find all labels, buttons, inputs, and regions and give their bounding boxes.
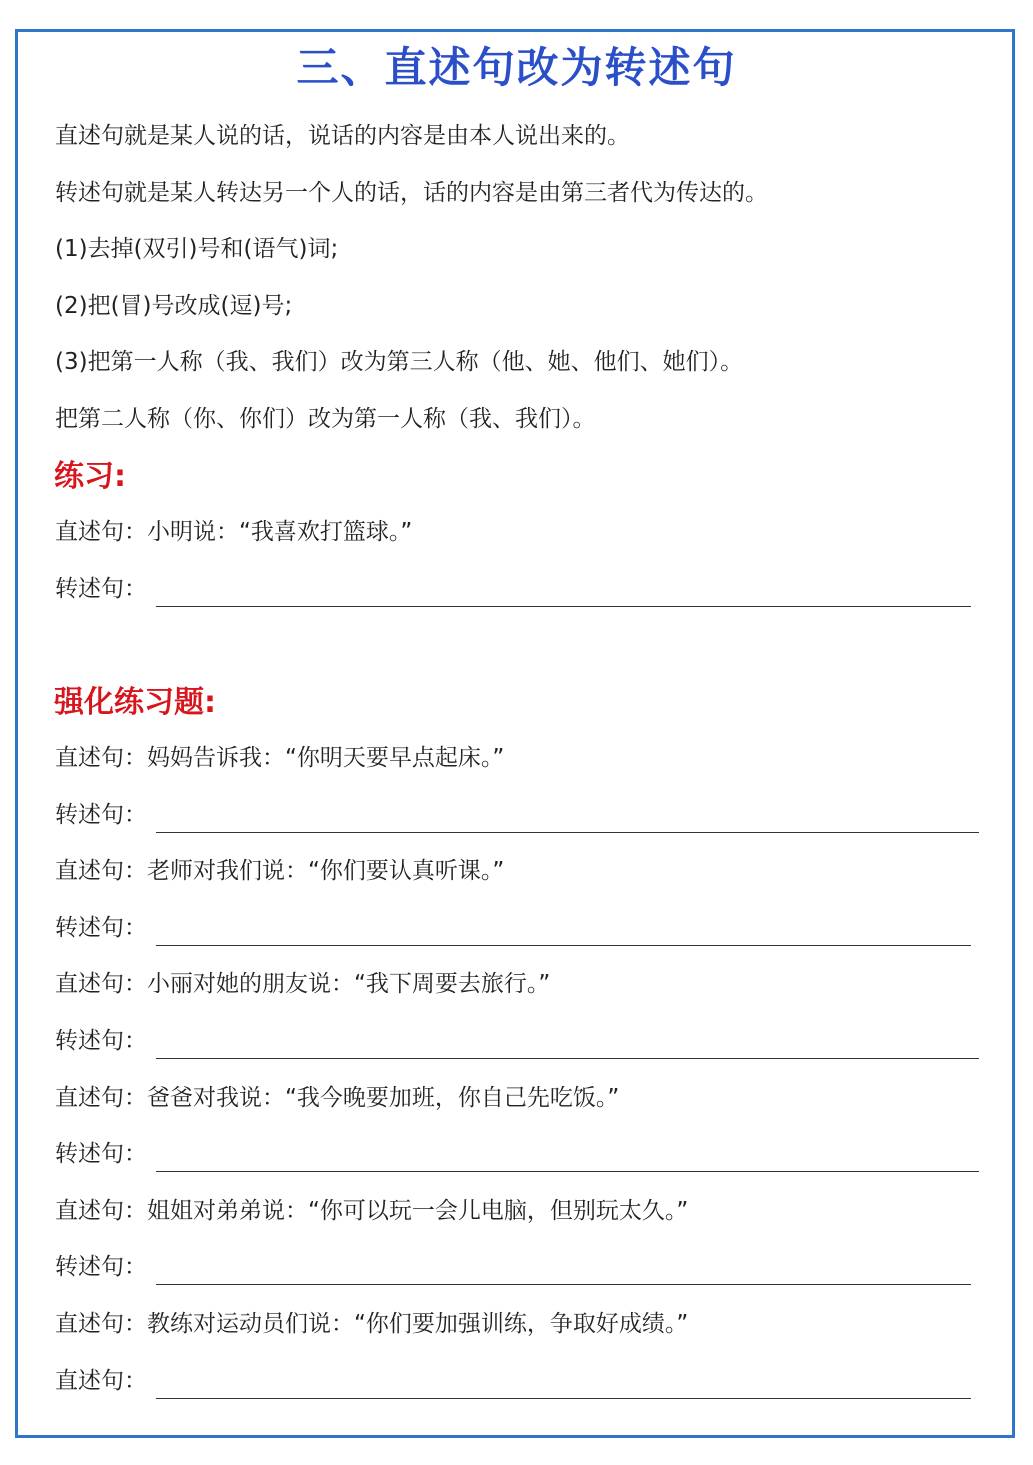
advanced-answer-row-5	[55, 1252, 971, 1286]
intro-rule-3: (3)把第一人称（我、我们）改为第三人称（他、她、他们、她们）。	[55, 349, 744, 375]
practice-heading: 练习:	[54, 459, 126, 494]
advanced-practice-heading: 强化练习题:	[54, 685, 216, 720]
answer-blank-line[interactable]	[156, 1398, 971, 1399]
practice-direct-sentence: 直述句：小明说：“我喜欢打篮球。”	[55, 519, 413, 545]
answer-blank-line[interactable]	[156, 945, 971, 946]
answer-label: 转述句：	[55, 1254, 147, 1280]
intro-rule-1: (1)去掉(双引)号和(语气)词;	[55, 236, 339, 262]
advanced-direct-sentence-2: 直述句：老师对我们说：“你们要认真听课。”	[55, 858, 505, 884]
answer-label: 转述句：	[55, 1028, 147, 1054]
advanced-answer-row-6	[55, 1366, 971, 1400]
advanced-direct-sentence-6: 直述句：教练对运动员们说：“你们要加强训练，争取好成绩。”	[55, 1311, 689, 1337]
answer-blank-line[interactable]	[156, 1058, 979, 1059]
intro-rule-2: (2)把(冒)号改成(逗)号;	[55, 293, 293, 319]
page-title: 三、直述句改为转述句	[296, 43, 737, 92]
answer-label: 转述句：	[55, 802, 147, 828]
practice-answer-row	[55, 574, 971, 608]
answer-label: 转述句：	[55, 1141, 147, 1167]
intro-line-indirect-definition: 转述句就是某人转达另一个人的话，话的内容是由第三者代为传达的。	[55, 180, 768, 206]
answer-blank-line[interactable]	[156, 832, 979, 833]
answer-blank-line[interactable]	[156, 606, 971, 607]
advanced-direct-sentence-3: 直述句：小丽对她的朋友说：“我下周要去旅行。”	[55, 971, 551, 997]
advanced-direct-sentence-4: 直述句：爸爸对我说：“我今晚要加班，你自己先吃饭。”	[55, 1085, 620, 1111]
answer-blank-line[interactable]	[156, 1284, 971, 1285]
advanced-answer-row-1	[55, 800, 979, 834]
answer-label: 转述句：	[55, 915, 147, 941]
intro-line-direct-definition: 直述句就是某人说的话，说话的内容是由本人说出来的。	[55, 123, 630, 149]
advanced-answer-row-4	[55, 1139, 979, 1173]
advanced-answer-row-3	[55, 1026, 979, 1060]
answer-blank-line[interactable]	[156, 1171, 979, 1172]
advanced-direct-sentence-1: 直述句：妈妈告诉我：“你明天要早点起床。”	[55, 745, 505, 771]
advanced-direct-sentence-5: 直述句：姐姐对弟弟说：“你可以玩一会儿电脑，但别玩太久。”	[55, 1198, 689, 1224]
intro-rule-4: 把第二人称（你、你们）改为第一人称（我、我们）。	[55, 406, 596, 432]
advanced-answer-row-2	[55, 913, 971, 947]
answer-label: 直述句：	[55, 1368, 147, 1394]
answer-label: 转述句：	[55, 576, 147, 602]
